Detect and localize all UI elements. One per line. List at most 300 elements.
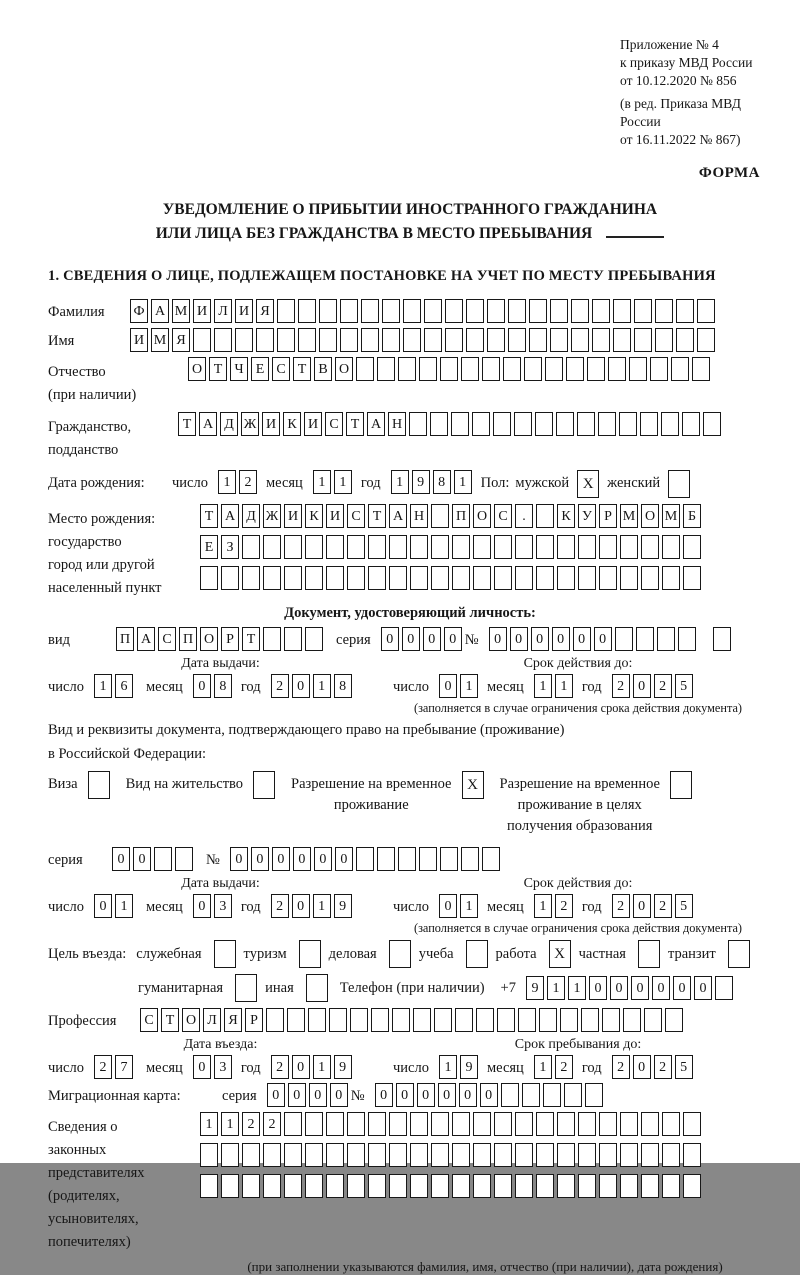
char-box[interactable] — [389, 566, 407, 590]
char-box[interactable] — [482, 357, 500, 381]
char-box[interactable]: 0 — [652, 976, 670, 1000]
char-box[interactable] — [665, 1008, 683, 1032]
char-box[interactable] — [389, 535, 407, 559]
char-box[interactable]: А — [221, 504, 239, 528]
char-box[interactable]: М — [620, 504, 638, 528]
char-box[interactable]: 8 — [433, 470, 451, 494]
char-box[interactable]: Т — [161, 1008, 179, 1032]
char-box[interactable] — [697, 328, 715, 352]
char-box[interactable] — [620, 566, 638, 590]
char-box[interactable] — [620, 535, 638, 559]
char-box[interactable]: И — [262, 412, 280, 436]
char-box[interactable]: М — [151, 328, 169, 352]
char-box[interactable]: 8 — [214, 674, 232, 698]
id-valid-month-input[interactable] — [534, 674, 576, 698]
char-box[interactable]: Т — [209, 357, 227, 381]
char-box[interactable]: Е — [251, 357, 269, 381]
migration-series-input[interactable] — [267, 1083, 351, 1107]
char-box[interactable] — [535, 412, 553, 436]
id-doc-series-input[interactable] — [381, 627, 465, 651]
char-box[interactable]: Д — [242, 504, 260, 528]
char-box[interactable] — [466, 328, 484, 352]
id-issue-year-input[interactable] — [271, 674, 355, 698]
char-box[interactable] — [662, 535, 680, 559]
char-box[interactable]: 2 — [271, 1055, 289, 1079]
char-box[interactable] — [655, 328, 673, 352]
purpose-study-checkbox[interactable] — [466, 940, 488, 968]
char-box[interactable]: 0 — [423, 627, 441, 651]
id-valid-year-input[interactable] — [612, 674, 696, 698]
char-box[interactable] — [350, 1008, 368, 1032]
char-box[interactable] — [308, 1008, 326, 1032]
char-box[interactable] — [678, 627, 696, 651]
char-box[interactable] — [175, 847, 193, 871]
char-box[interactable]: 0 — [193, 674, 211, 698]
char-box[interactable] — [473, 1174, 491, 1198]
char-box[interactable]: 1 — [555, 674, 573, 698]
char-box[interactable] — [608, 357, 626, 381]
char-box[interactable]: 5 — [675, 674, 693, 698]
char-box[interactable]: Я — [224, 1008, 242, 1032]
char-box[interactable]: Т — [242, 627, 260, 651]
char-box[interactable] — [298, 328, 316, 352]
char-box[interactable]: И — [130, 328, 148, 352]
char-box[interactable] — [431, 535, 449, 559]
char-box[interactable] — [641, 535, 659, 559]
purpose-commercial-checkbox[interactable] — [389, 940, 411, 968]
char-box[interactable] — [578, 1112, 596, 1136]
char-box[interactable] — [284, 627, 302, 651]
char-box[interactable] — [715, 976, 733, 1000]
char-box[interactable]: А — [137, 627, 155, 651]
char-box[interactable] — [452, 1174, 470, 1198]
char-box[interactable] — [641, 1143, 659, 1167]
char-box[interactable] — [661, 412, 679, 436]
char-box[interactable]: 0 — [631, 976, 649, 1000]
entry-day-input[interactable] — [94, 1055, 136, 1079]
char-box[interactable] — [529, 299, 547, 323]
char-box[interactable]: 0 — [193, 1055, 211, 1079]
char-box[interactable] — [452, 1112, 470, 1136]
char-box[interactable] — [452, 566, 470, 590]
char-box[interactable]: 3 — [214, 1055, 232, 1079]
char-box[interactable]: 5 — [675, 1055, 693, 1079]
char-box[interactable] — [347, 535, 365, 559]
char-box[interactable] — [578, 1143, 596, 1167]
char-box[interactable] — [424, 328, 442, 352]
phone-input[interactable] — [526, 976, 736, 1000]
surname-input[interactable] — [130, 299, 718, 323]
char-box[interactable]: 0 — [396, 1083, 414, 1107]
char-box[interactable] — [494, 1143, 512, 1167]
char-box[interactable] — [494, 1112, 512, 1136]
char-box[interactable]: 0 — [381, 627, 399, 651]
char-box[interactable]: А — [389, 504, 407, 528]
char-box[interactable] — [692, 357, 710, 381]
char-box[interactable] — [578, 1174, 596, 1198]
char-box[interactable] — [662, 1112, 680, 1136]
char-box[interactable]: М — [662, 504, 680, 528]
char-box[interactable] — [340, 299, 358, 323]
char-box[interactable] — [445, 299, 463, 323]
char-box[interactable] — [620, 1143, 638, 1167]
char-box[interactable] — [494, 566, 512, 590]
visa-checkbox[interactable] — [88, 771, 110, 799]
char-box[interactable] — [592, 299, 610, 323]
migration-number-input[interactable] — [375, 1083, 606, 1107]
char-box[interactable] — [599, 1143, 617, 1167]
char-box[interactable]: Ж — [241, 412, 259, 436]
char-box[interactable] — [347, 566, 365, 590]
char-box[interactable] — [473, 535, 491, 559]
char-box[interactable] — [452, 535, 470, 559]
char-box[interactable]: 0 — [417, 1083, 435, 1107]
purpose-humanitarian-checkbox[interactable] — [235, 974, 257, 1002]
char-box[interactable] — [613, 299, 631, 323]
char-box[interactable]: Т — [368, 504, 386, 528]
char-box[interactable]: Л — [214, 299, 232, 323]
char-box[interactable] — [368, 566, 386, 590]
char-box[interactable] — [564, 1083, 582, 1107]
char-box[interactable]: Д — [220, 412, 238, 436]
id-issue-month-input[interactable] — [193, 674, 235, 698]
char-box[interactable] — [501, 1083, 519, 1107]
char-box[interactable] — [641, 1112, 659, 1136]
citizenship-input[interactable] — [178, 412, 724, 436]
char-box[interactable] — [697, 299, 715, 323]
char-box[interactable]: 9 — [460, 1055, 478, 1079]
char-box[interactable]: 1 — [439, 1055, 457, 1079]
char-box[interactable]: К — [557, 504, 575, 528]
char-box[interactable] — [361, 299, 379, 323]
char-box[interactable] — [598, 412, 616, 436]
char-box[interactable] — [440, 847, 458, 871]
char-box[interactable] — [284, 1174, 302, 1198]
char-box[interactable] — [539, 1008, 557, 1032]
char-box[interactable]: 0 — [610, 976, 628, 1000]
char-box[interactable]: О — [335, 357, 353, 381]
profession-input[interactable] — [140, 1008, 686, 1032]
char-box[interactable] — [409, 412, 427, 436]
char-box[interactable] — [623, 1008, 641, 1032]
char-box[interactable]: Ф — [130, 299, 148, 323]
char-box[interactable]: . — [515, 504, 533, 528]
char-box[interactable] — [305, 1174, 323, 1198]
char-box[interactable]: 1 — [115, 894, 133, 918]
char-box[interactable]: Н — [410, 504, 428, 528]
char-box[interactable] — [557, 566, 575, 590]
char-box[interactable] — [683, 1174, 701, 1198]
resid-valid-day-input[interactable] — [439, 894, 481, 918]
purpose-tourism-checkbox[interactable] — [299, 940, 321, 968]
char-box[interactable] — [284, 566, 302, 590]
representatives-line3-input[interactable] — [200, 1174, 704, 1198]
char-box[interactable]: И — [193, 299, 211, 323]
char-box[interactable] — [578, 535, 596, 559]
char-box[interactable]: О — [200, 627, 218, 651]
char-box[interactable]: 1 — [313, 470, 331, 494]
char-box[interactable] — [683, 535, 701, 559]
char-box[interactable]: 0 — [552, 627, 570, 651]
char-box[interactable]: Б — [683, 504, 701, 528]
char-box[interactable] — [368, 535, 386, 559]
char-box[interactable]: О — [641, 504, 659, 528]
purpose-other-checkbox[interactable] — [306, 974, 328, 1002]
char-box[interactable] — [578, 566, 596, 590]
char-box[interactable]: 2 — [612, 674, 630, 698]
char-box[interactable] — [577, 412, 595, 436]
char-box[interactable] — [536, 504, 554, 528]
char-box[interactable] — [476, 1008, 494, 1032]
char-box[interactable]: П — [452, 504, 470, 528]
char-box[interactable] — [536, 1143, 554, 1167]
char-box[interactable] — [242, 1174, 260, 1198]
resid-issue-month-input[interactable] — [193, 894, 235, 918]
char-box[interactable] — [703, 412, 721, 436]
char-box[interactable]: 0 — [288, 1083, 306, 1107]
char-box[interactable] — [434, 1008, 452, 1032]
char-box[interactable]: 1 — [313, 674, 331, 698]
char-box[interactable] — [473, 566, 491, 590]
id-issue-day-input[interactable] — [94, 674, 136, 698]
char-box[interactable]: 0 — [309, 1083, 327, 1107]
char-box[interactable]: 2 — [612, 1055, 630, 1079]
char-box[interactable] — [619, 412, 637, 436]
char-box[interactable] — [515, 1174, 533, 1198]
char-box[interactable]: 1 — [534, 894, 552, 918]
char-box[interactable] — [655, 299, 673, 323]
char-box[interactable]: 7 — [115, 1055, 133, 1079]
char-box[interactable] — [592, 328, 610, 352]
char-box[interactable] — [493, 412, 511, 436]
char-box[interactable]: А — [151, 299, 169, 323]
birth-day-input[interactable] — [218, 470, 260, 494]
char-box[interactable] — [487, 299, 505, 323]
char-box[interactable] — [581, 1008, 599, 1032]
char-box[interactable]: 0 — [594, 627, 612, 651]
char-box[interactable]: Я — [256, 299, 274, 323]
char-box[interactable]: Т — [178, 412, 196, 436]
char-box[interactable]: 1 — [218, 470, 236, 494]
char-box[interactable] — [326, 1143, 344, 1167]
entry-year-input[interactable] — [271, 1055, 355, 1079]
char-box[interactable] — [472, 412, 490, 436]
char-box[interactable] — [683, 1143, 701, 1167]
char-box[interactable] — [522, 1083, 540, 1107]
char-box[interactable] — [305, 566, 323, 590]
char-box[interactable]: О — [182, 1008, 200, 1032]
char-box[interactable] — [518, 1008, 536, 1032]
char-box[interactable]: Т — [346, 412, 364, 436]
char-box[interactable] — [319, 328, 337, 352]
resid-issue-year-input[interactable] — [271, 894, 355, 918]
char-box[interactable] — [410, 535, 428, 559]
char-box[interactable] — [557, 1112, 575, 1136]
char-box[interactable] — [340, 328, 358, 352]
char-box[interactable] — [536, 1112, 554, 1136]
purpose-work-checkbox[interactable]: X — [549, 940, 571, 968]
char-box[interactable]: В — [314, 357, 332, 381]
char-box[interactable]: 2 — [654, 674, 672, 698]
char-box[interactable]: 0 — [531, 627, 549, 651]
char-box[interactable] — [466, 299, 484, 323]
char-box[interactable] — [263, 1174, 281, 1198]
char-box[interactable]: 0 — [439, 894, 457, 918]
char-box[interactable]: 1 — [313, 1055, 331, 1079]
char-box[interactable]: 0 — [633, 894, 651, 918]
char-box[interactable]: А — [199, 412, 217, 436]
char-box[interactable] — [263, 627, 281, 651]
char-box[interactable] — [305, 535, 323, 559]
char-box[interactable] — [602, 1008, 620, 1032]
char-box[interactable]: С — [347, 504, 365, 528]
char-box[interactable] — [634, 328, 652, 352]
char-box[interactable]: С — [494, 504, 512, 528]
char-box[interactable]: 1 — [547, 976, 565, 1000]
char-box[interactable]: 0 — [292, 894, 310, 918]
char-box[interactable]: 2 — [654, 894, 672, 918]
char-box[interactable] — [482, 847, 500, 871]
char-box[interactable]: 0 — [112, 847, 130, 871]
patronymic-input[interactable] — [188, 357, 713, 381]
char-box[interactable] — [451, 412, 469, 436]
char-box[interactable] — [356, 357, 374, 381]
char-box[interactable] — [641, 566, 659, 590]
char-box[interactable] — [193, 328, 211, 352]
char-box[interactable] — [620, 1112, 638, 1136]
char-box[interactable] — [571, 299, 589, 323]
char-box[interactable] — [413, 1008, 431, 1032]
char-box[interactable]: 2 — [654, 1055, 672, 1079]
char-box[interactable] — [326, 566, 344, 590]
temp-residence-education-checkbox[interactable] — [670, 771, 692, 799]
char-box[interactable] — [515, 1143, 533, 1167]
residence-permit-checkbox[interactable] — [253, 771, 275, 799]
stay-day-input[interactable] — [439, 1055, 481, 1079]
char-box[interactable] — [650, 357, 668, 381]
char-box[interactable] — [431, 504, 449, 528]
char-box[interactable]: 0 — [293, 847, 311, 871]
purpose-business-checkbox[interactable] — [214, 940, 236, 968]
char-box[interactable]: 0 — [489, 627, 507, 651]
char-box[interactable]: 8 — [334, 674, 352, 698]
stay-year-input[interactable] — [612, 1055, 696, 1079]
char-box[interactable]: 0 — [694, 976, 712, 1000]
char-box[interactable] — [494, 1174, 512, 1198]
char-box[interactable] — [452, 1143, 470, 1167]
resid-series-input[interactable] — [112, 847, 196, 871]
char-box[interactable]: 0 — [375, 1083, 393, 1107]
char-box[interactable]: С — [140, 1008, 158, 1032]
char-box[interactable] — [263, 1143, 281, 1167]
char-box[interactable]: 2 — [271, 894, 289, 918]
char-box[interactable] — [636, 627, 654, 651]
char-box[interactable]: 1 — [454, 470, 472, 494]
char-box[interactable] — [613, 328, 631, 352]
char-box[interactable] — [487, 328, 505, 352]
char-box[interactable] — [545, 357, 563, 381]
char-box[interactable] — [368, 1174, 386, 1198]
char-box[interactable]: 2 — [612, 894, 630, 918]
char-box[interactable] — [430, 412, 448, 436]
char-box[interactable]: Л — [203, 1008, 221, 1032]
char-box[interactable]: 2 — [263, 1112, 281, 1136]
char-box[interactable] — [494, 535, 512, 559]
char-box[interactable] — [473, 1112, 491, 1136]
char-box[interactable]: К — [283, 412, 301, 436]
char-box[interactable] — [403, 299, 421, 323]
char-box[interactable] — [682, 412, 700, 436]
char-box[interactable] — [392, 1008, 410, 1032]
char-box[interactable] — [676, 328, 694, 352]
char-box[interactable] — [543, 1083, 561, 1107]
char-box[interactable] — [455, 1008, 473, 1032]
char-box[interactable]: 0 — [133, 847, 151, 871]
char-box[interactable] — [326, 1112, 344, 1136]
resid-number-input[interactable] — [230, 847, 503, 871]
representatives-line2-input[interactable] — [200, 1143, 704, 1167]
char-box[interactable] — [536, 535, 554, 559]
char-box[interactable] — [557, 1174, 575, 1198]
char-box[interactable]: 9 — [412, 470, 430, 494]
char-box[interactable]: 2 — [555, 894, 573, 918]
char-box[interactable]: 0 — [94, 894, 112, 918]
char-box[interactable]: 0 — [510, 627, 528, 651]
char-box[interactable]: А — [367, 412, 385, 436]
char-box[interactable] — [524, 357, 542, 381]
char-box[interactable] — [445, 328, 463, 352]
char-box[interactable]: Я — [172, 328, 190, 352]
char-box[interactable] — [571, 328, 589, 352]
char-box[interactable] — [536, 1174, 554, 1198]
id-valid-day-input[interactable] — [439, 674, 481, 698]
char-box[interactable]: Е — [200, 535, 218, 559]
char-box[interactable] — [326, 1174, 344, 1198]
char-box[interactable] — [640, 412, 658, 436]
char-box[interactable]: 9 — [334, 1055, 352, 1079]
char-box[interactable]: 1 — [460, 894, 478, 918]
char-box[interactable] — [284, 535, 302, 559]
resid-issue-day-input[interactable] — [94, 894, 136, 918]
char-box[interactable] — [319, 299, 337, 323]
char-box[interactable]: С — [158, 627, 176, 651]
purpose-transit-checkbox[interactable] — [728, 940, 750, 968]
char-box[interactable] — [599, 535, 617, 559]
id-doc-type-input[interactable] — [116, 627, 326, 651]
char-box[interactable]: 1 — [534, 674, 552, 698]
char-box[interactable]: 0 — [633, 1055, 651, 1079]
char-box[interactable] — [557, 1143, 575, 1167]
char-box[interactable] — [256, 328, 274, 352]
char-box[interactable] — [560, 1008, 578, 1032]
char-box[interactable] — [410, 1112, 428, 1136]
char-box[interactable] — [671, 357, 689, 381]
char-box[interactable]: 0 — [459, 1083, 477, 1107]
char-box[interactable] — [242, 566, 260, 590]
char-box[interactable]: 0 — [480, 1083, 498, 1107]
char-box[interactable] — [305, 627, 323, 651]
id-doc-number-input[interactable] — [489, 627, 699, 651]
char-box[interactable]: 9 — [334, 894, 352, 918]
char-box[interactable] — [221, 1174, 239, 1198]
char-box[interactable] — [305, 1112, 323, 1136]
char-box[interactable] — [382, 328, 400, 352]
char-box[interactable]: Р — [245, 1008, 263, 1032]
char-box[interactable] — [200, 1174, 218, 1198]
char-box[interactable]: О — [473, 504, 491, 528]
char-box[interactable] — [461, 357, 479, 381]
char-box[interactable] — [398, 847, 416, 871]
